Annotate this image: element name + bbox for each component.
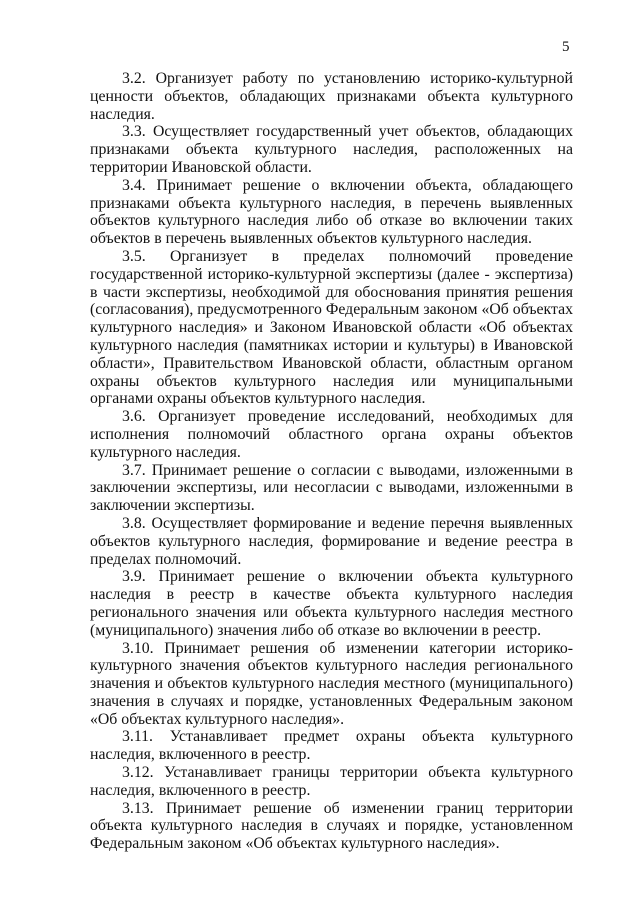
paragraph-3-2: 3.2. Организует работу по установлению историко-культурной ценности объектов, обладающих признаками объекта культурного наследия.: [90, 70, 573, 123]
paragraph-3-11: 3.11. Устанавливает предмет охраны объекта культурного наследия, включенного в реестр.: [90, 728, 573, 764]
paragraph-3-4: 3.4. Принимает решение о включении объекта, обладающего признаками объекта культурного наследия, в перечень выявленных объектов культурного наследия либо об отказе во включении таких объектов в перечень выявленных объектов культурного наследия.: [90, 176, 573, 248]
paragraph-3-5: 3.5. Организует в пределах полномочий проведение государственной историко-культурной экспертизы (далее - экспертиза) в части экспертизы, необходимой для обоснования принятия решения (согласования), предусмотренного Федеральным законом «Об объектах культурного наследия» и Законом Ивановской области «Об объектах культурного наследия (памятниках истории и культуры) в Ивановской области», Правительством Ивановской области, областным органом охраны объектов культурного наследия или муниципальными органами охраны объектов культурного наследия.: [90, 247, 573, 408]
paragraph-3-7: 3.7. Принимает решение о согласии с выводами, изложенными в заключении экспертизы, или несогласии с выводами, изложенными в заключении экспертизы.: [90, 461, 573, 515]
paragraph-3-12: 3.12. Устанавливает границы территории объекта культурного наследия, включенного в реестр.: [90, 764, 573, 799]
document-body: [90, 70, 573, 853]
paragraph-3-6: 3.6. Организует проведение исследований, необходимых для исполнения полномочий областного органа охраны объектов культурного наследия.: [90, 408, 573, 461]
page-number: 5: [562, 39, 570, 55]
paragraph-3-13: 3.13. Принимает решение об изменении границ территории объекта культурного наследия в случаях и порядке, установленном Федеральным законом «Об объектах культурного наследия».: [90, 799, 573, 853]
paragraph-3-3: 3.3. Осуществляет государственный учет объектов, обладающих признаками объекта культурного наследия, расположенных на территории Ивановской области.: [90, 123, 573, 176]
paragraph-3-10: 3.10. Принимает решения об изменении категории историко-культурного значения объектов культурного наследия регионального значения и объектов культурного наследия местного (муниципального) значения в случаях и порядке, установленных Федеральным законом «Об объектах культурного наследия».: [90, 639, 573, 728]
paragraph-3-8: 3.8. Осуществляет формирование и ведение перечня выявленных объектов культурного наследия, формирование и ведение реестра в пределах полномочий.: [90, 514, 573, 568]
paragraph-3-9: 3.9. Принимает решение о включении объекта культурного наследия в реестр в качестве объекта культурного наследия регионального значения или объекта культурного наследия местного (муниципального) значения либо об отказе во включении в реестр.: [90, 568, 573, 639]
